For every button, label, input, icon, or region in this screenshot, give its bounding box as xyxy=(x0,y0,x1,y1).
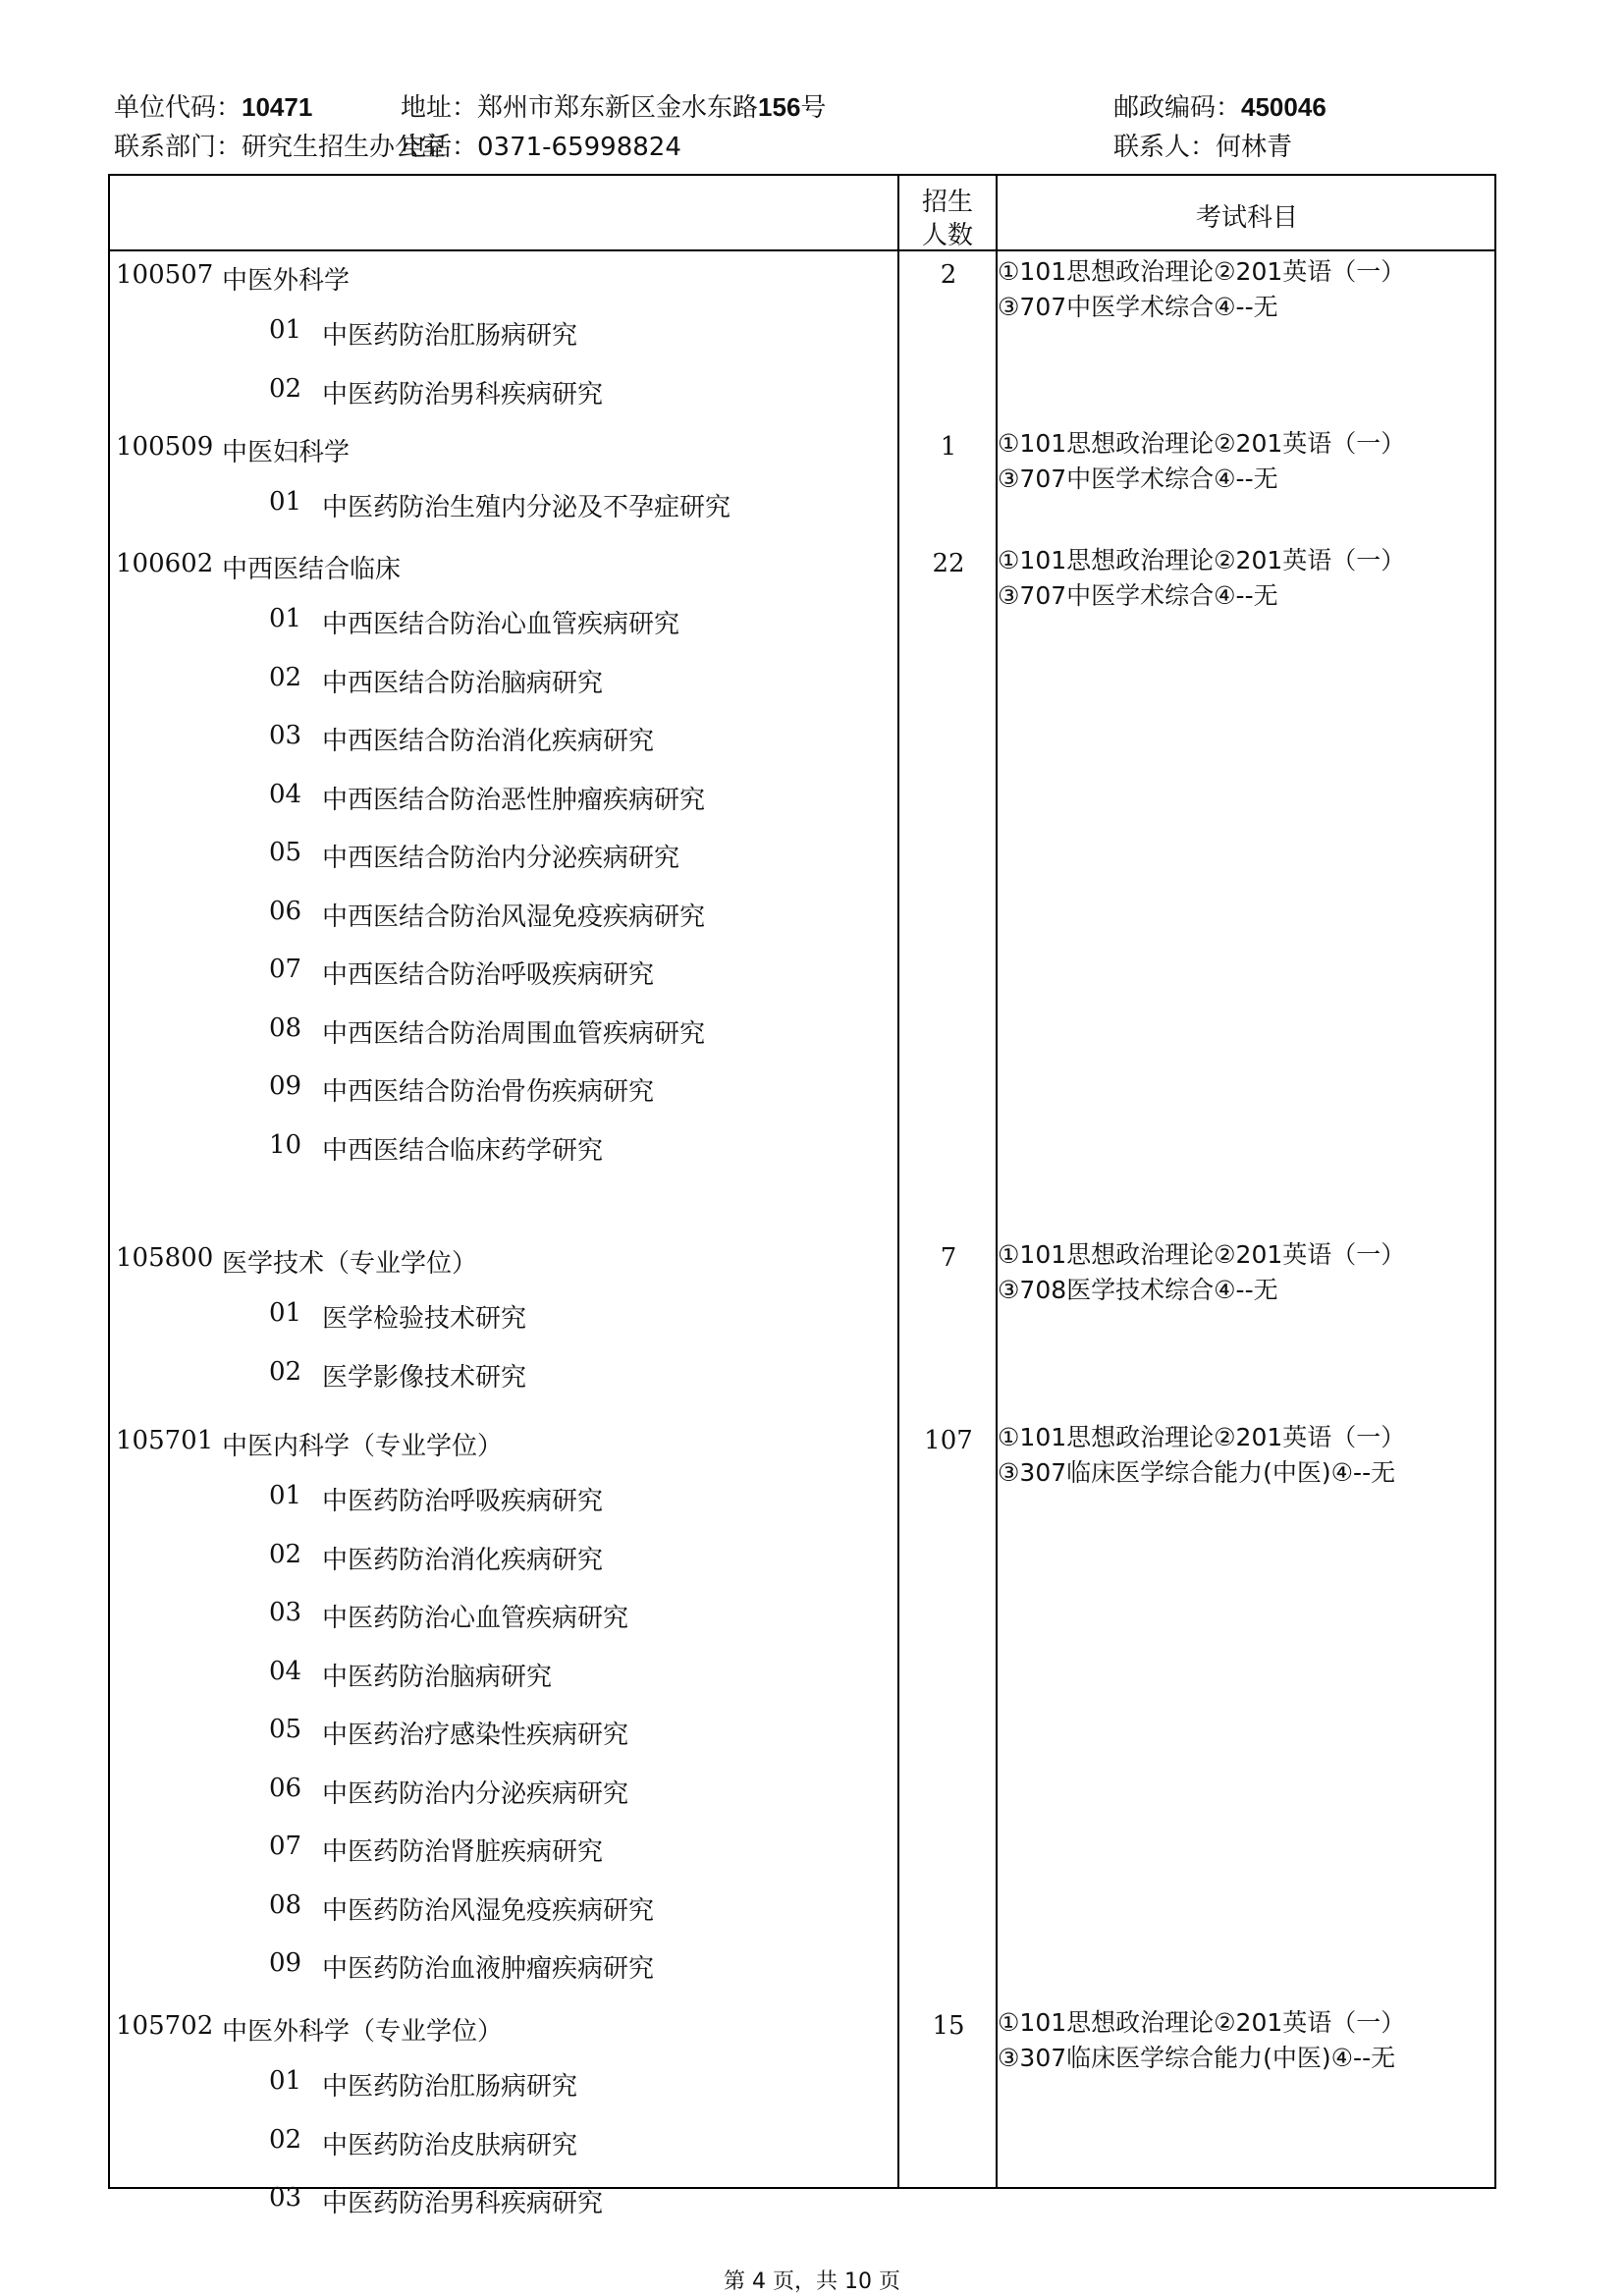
direction-name: 中医药防治肛肠病研究 xyxy=(322,321,578,351)
exam-line-2: ③707中医学术综合④--无 xyxy=(998,465,1278,493)
program-count: 7 xyxy=(940,1243,957,1273)
exam-line-1: ①101思想政治理论②201英语（一） xyxy=(998,546,1406,574)
header-count-line1: 招生 xyxy=(921,188,973,217)
header-contact: 联系人：何林青 xyxy=(1113,133,1293,162)
table-divider-1 xyxy=(897,176,899,2187)
direction-name: 中医药防治心血管疾病研究 xyxy=(322,1604,629,1633)
footer-total: 10 xyxy=(844,2269,872,2294)
program-code: 105701 xyxy=(116,1426,214,1455)
direction-number: 01 xyxy=(269,315,302,345)
footer-mid: 页，共 xyxy=(772,2269,838,2294)
footer-suffix: 页 xyxy=(879,2269,901,2294)
exam-line-2: ③707中医学术综合④--无 xyxy=(998,581,1278,610)
address-label: 地址： xyxy=(401,93,478,123)
direction-number: 06 xyxy=(269,896,302,926)
direction-name: 中西医结合防治呼吸疾病研究 xyxy=(322,960,655,990)
program-name: 中西医结合临床 xyxy=(222,555,402,584)
program-code: 105702 xyxy=(116,2011,214,2041)
direction-name: 中医药防治男科疾病研究 xyxy=(322,2189,604,2218)
page-footer xyxy=(0,2265,1624,2295)
program-count: 2 xyxy=(940,260,957,290)
program-exam xyxy=(998,254,1405,325)
program-exam xyxy=(998,2005,1405,2076)
direction-name: 中医药防治生殖内分泌及不孕症研究 xyxy=(322,493,731,522)
direction-number: 01 xyxy=(269,487,302,517)
exam-line-2: ③307临床医学综合能力(中医)④--无 xyxy=(998,2044,1396,2072)
program-name: 医学技术（专业学位） xyxy=(222,1249,478,1279)
direction-number: 02 xyxy=(269,662,302,692)
program-name: 中医妇科学 xyxy=(222,438,351,467)
unit-code-label: 单位代码： xyxy=(114,93,243,123)
direction-name: 中医药防治肛肠病研究 xyxy=(322,2072,578,2102)
program-code: 100602 xyxy=(116,549,214,578)
direction-number: 01 xyxy=(269,604,302,633)
program-count: 107 xyxy=(924,1426,973,1455)
direction-number: 01 xyxy=(269,2066,302,2096)
direction-name: 中医药防治血液肿瘤疾病研究 xyxy=(322,1954,655,1984)
header-address xyxy=(401,87,826,124)
direction-number: 08 xyxy=(269,1889,302,1920)
header-phone: 电话：0371-65998824 xyxy=(401,133,681,162)
address-value: 郑州市郑东新区金水东路 xyxy=(477,93,759,123)
direction-number: 01 xyxy=(269,1298,302,1328)
direction-number: 02 xyxy=(269,373,302,404)
program-count: 15 xyxy=(932,2011,965,2041)
direction-name: 中医药防治风湿免疫疾病研究 xyxy=(322,1895,655,1926)
direction-number: 07 xyxy=(269,1831,302,1861)
direction-number: 03 xyxy=(269,721,302,750)
footer-prefix: 第 xyxy=(723,2269,745,2294)
direction-number: 05 xyxy=(269,838,302,867)
program-exam xyxy=(998,1420,1405,1491)
address-number: 156 xyxy=(758,92,801,122)
direction-number: 03 xyxy=(269,2183,302,2213)
header-postal xyxy=(1113,87,1326,124)
unit-code-value: 10471 xyxy=(242,92,313,122)
program-exam xyxy=(998,426,1405,497)
direction-number: 10 xyxy=(269,1129,302,1160)
direction-number: 09 xyxy=(269,1071,302,1101)
direction-name: 中西医结合防治内分泌疾病研究 xyxy=(322,844,680,873)
exam-line-1: ①101思想政治理论②201英语（一） xyxy=(998,1423,1406,1451)
program-code: 105800 xyxy=(116,1243,214,1273)
direction-number: 04 xyxy=(269,779,302,809)
direction-number: 02 xyxy=(269,1539,302,1569)
program-exam xyxy=(998,1237,1405,1308)
direction-name: 中医药防治消化疾病研究 xyxy=(322,1545,604,1575)
direction-name: 中西医结合防治消化疾病研究 xyxy=(322,727,655,756)
direction-name: 中医药防治呼吸疾病研究 xyxy=(322,1487,604,1516)
direction-name: 中西医结合防治脑病研究 xyxy=(322,668,604,698)
direction-number: 08 xyxy=(269,1012,302,1043)
exam-line-2: ③307临床医学综合能力(中医)④--无 xyxy=(998,1458,1396,1487)
program-exam xyxy=(998,543,1405,614)
program-count: 22 xyxy=(932,549,965,578)
direction-number: 02 xyxy=(269,2124,302,2155)
exam-line-1: ①101思想政治理论②201英语（一） xyxy=(998,1240,1406,1269)
direction-number: 04 xyxy=(269,1656,302,1686)
direction-name: 中医药防治男科疾病研究 xyxy=(322,379,604,410)
direction-number: 07 xyxy=(269,955,302,984)
direction-name: 中医药防治皮肤病研究 xyxy=(322,2130,578,2160)
program-table xyxy=(108,174,1496,2218)
direction-name: 中医药防治脑病研究 xyxy=(322,1662,553,1692)
program-code: 100509 xyxy=(116,432,214,462)
header-exam: 考试科目 xyxy=(1195,203,1298,233)
direction-name: 中西医结合防治风湿免疫疾病研究 xyxy=(322,902,706,932)
direction-name: 中医药防治肾脏疾病研究 xyxy=(322,1837,604,1867)
exam-line-1: ①101思想政治理论②201英语（一） xyxy=(998,2008,1406,2037)
direction-number: 09 xyxy=(269,1948,302,1978)
direction-name: 医学检验技术研究 xyxy=(322,1304,527,1334)
direction-name: 中西医结合防治周围血管疾病研究 xyxy=(322,1018,706,1049)
exam-line-1: ①101思想政治理论②201英语（一） xyxy=(998,257,1406,286)
program-code: 100507 xyxy=(116,260,214,290)
direction-name: 中医药治疗感染性疾病研究 xyxy=(322,1721,629,1750)
direction-number: 03 xyxy=(269,1598,302,1627)
direction-number: 02 xyxy=(269,1356,302,1387)
direction-name: 中西医结合防治恶性肿瘤疾病研究 xyxy=(322,785,706,815)
header-dept: 联系部门：研究生招生办公室 xyxy=(114,133,447,162)
program-name: 中医外科学 xyxy=(222,266,351,296)
exam-line-2: ③708医学技术综合④--无 xyxy=(998,1276,1278,1304)
header-count-line2: 人数 xyxy=(921,221,973,250)
footer-page: 4 xyxy=(751,2269,766,2294)
postal-value: 450046 xyxy=(1241,92,1326,122)
direction-number: 01 xyxy=(269,1481,302,1510)
direction-number: 06 xyxy=(269,1773,302,1803)
table-header-rule xyxy=(110,249,1494,251)
program-name: 中医内科学（专业学位） xyxy=(222,1432,504,1461)
address-suffix: 号 xyxy=(800,93,827,123)
direction-name: 中医药防治内分泌疾病研究 xyxy=(322,1778,629,1809)
direction-number: 05 xyxy=(269,1715,302,1744)
exam-line-2: ③707中医学术综合④--无 xyxy=(998,293,1278,321)
postal-label: 邮政编码： xyxy=(1113,93,1242,123)
direction-name: 医学影像技术研究 xyxy=(322,1362,527,1393)
program-name: 中医外科学（专业学位） xyxy=(222,2017,504,2047)
direction-name: 中西医结合防治心血管疾病研究 xyxy=(322,610,680,639)
program-count: 1 xyxy=(940,432,957,462)
direction-name: 中西医结合临床药学研究 xyxy=(322,1135,604,1166)
header-unit-code xyxy=(114,87,312,124)
exam-line-1: ①101思想政治理论②201英语（一） xyxy=(998,429,1406,458)
direction-name: 中西医结合防治骨伤疾病研究 xyxy=(322,1077,655,1107)
